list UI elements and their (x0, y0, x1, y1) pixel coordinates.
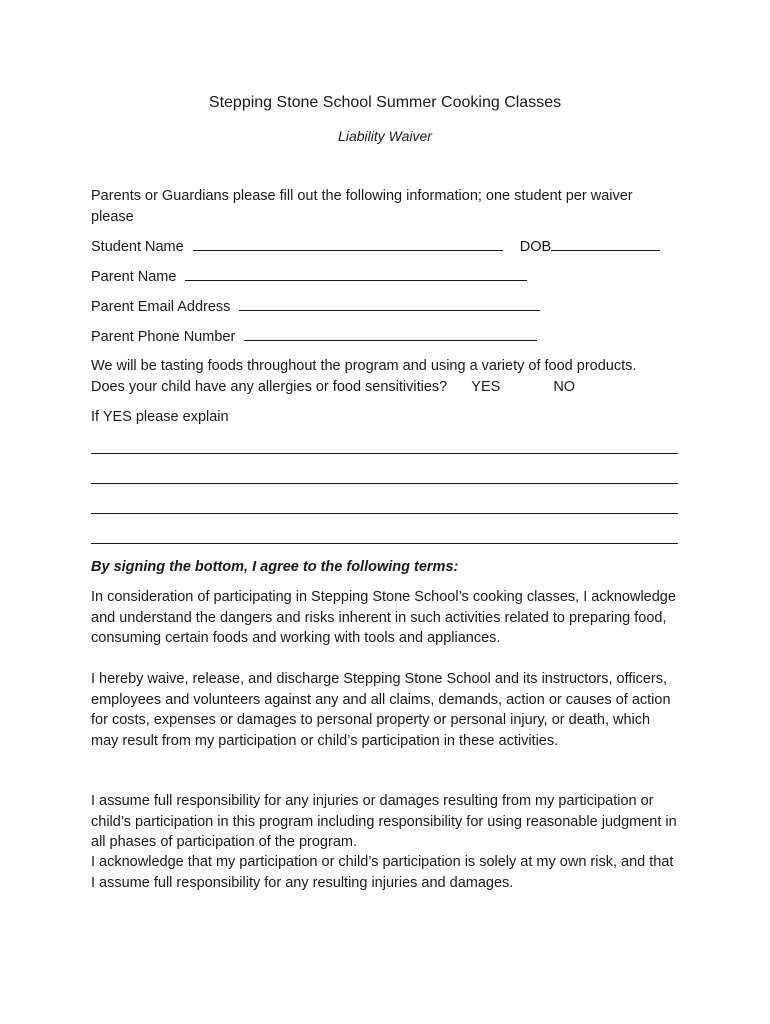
student-name-label: Student Name (91, 239, 184, 255)
dob-field[interactable] (551, 236, 660, 251)
parent-name-label: Parent Name (91, 269, 177, 285)
parent-name-row (91, 266, 527, 287)
parent-phone-field[interactable] (244, 326, 537, 341)
dob-label: DOB (519, 239, 552, 255)
terms-paragraph-3: I assume full responsibility for any injuries or damages resulting from my participation or child’s participation in this program including responsibility for using reasonable judgment in all phases of participation of the program. (91, 793, 677, 850)
document-title: Stepping Stone School Summer Cooking Classes (208, 94, 562, 111)
parent-email-field[interactable] (239, 296, 540, 311)
parent-phone-label: Parent Phone Number (91, 329, 236, 345)
terms-heading: By signing the bottom, I agree to the following terms: (91, 559, 459, 575)
parent-email-label: Parent Email Address (91, 299, 231, 315)
parent-name-field[interactable] (185, 266, 527, 281)
student-name-row (91, 236, 660, 257)
explain-line-4[interactable] (91, 543, 678, 544)
explain-line-3[interactable] (91, 513, 678, 514)
student-name-field[interactable] (193, 236, 503, 251)
terms-paragraph-1: In consideration of participating in Stepping Stone School’s cooking classes, I acknowledge and understand the dangers and risks inherent in such activities related to preparing food, consuming certain foods and working with tools and appliances. (91, 589, 676, 646)
parent-phone-row (91, 326, 537, 347)
explain-line-1[interactable] (91, 453, 678, 454)
allergy-question: Does your child have any allergies or food sensitivities? (91, 379, 448, 395)
explain-label: If YES please explain (91, 409, 229, 425)
allergy-question-row (91, 377, 575, 397)
explain-line-2[interactable] (91, 483, 678, 484)
parent-email-row (91, 296, 540, 317)
terms-paragraph-4: I acknowledge that my participation or child’s participation is solely at my own risk, and that I assume full responsibility for any resulting injuries and damages. (91, 854, 674, 891)
allergy-yes-option[interactable]: YES (471, 379, 501, 395)
document-subtitle: Liability Waiver (338, 128, 432, 144)
terms-paragraph-2: I hereby waive, release, and discharge Stepping Stone School and its instructors, officers, employees and volunteers against any and all claims, demands, action or causes of action for costs, expenses or damages to personal property or personal injury, or death, which may result from my participation or child’s participation in these activities. (91, 671, 671, 749)
allergy-no-option[interactable]: NO (553, 379, 576, 395)
intro-text: Parents or Guardians please fill out the following information; one student per waiver please (91, 188, 633, 225)
allergy-statement: We will be tasting foods throughout the program and using a variety of food products. (91, 358, 637, 374)
